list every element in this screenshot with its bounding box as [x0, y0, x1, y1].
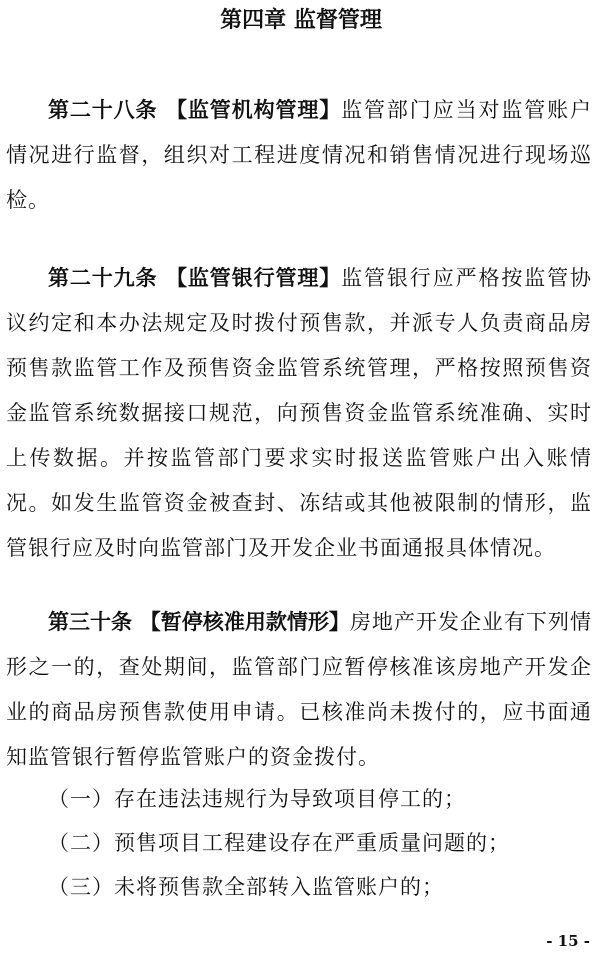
list-item: （二）预售项目工程建设存在严重质量问题的； [48, 831, 510, 855]
article-28 [6, 88, 592, 223]
article-number: 第二十八条 [48, 98, 158, 122]
article-tag: 【暂停核准用款情形】 [139, 610, 350, 634]
article-number: 第三十条 [48, 610, 133, 634]
page-number: - 15 - [546, 932, 590, 950]
article-text: 监管银行应严格按监管协议约定和本办法规定及时拨付预售款，并派专人负责商品房预售款监管工作及预售资金监管系统管理，严格按照预售资金监管系统数据接口规范，向预售资金监管系统准确、实时上传数据。并按监管部门要求实时报送监管账户出入账情况。如发生监管资金被查封、冻结或其他被限制的情形，监管银行应及时向监管部门及开发企业书面通报具体情况。 [6, 266, 593, 560]
article-text: 监管部门应当对监管账户情况进行监督，组织对工程进度情况和销售情况进行现场巡检。 [6, 98, 593, 212]
list-item: （一）存在违法违规行为导致项目停工的； [48, 787, 466, 811]
article-30 [6, 600, 592, 780]
chapter-title: 第四章 监督管理 [220, 8, 382, 33]
article-tag: 【监管机构管理】 [166, 98, 342, 122]
article-text: 房地产开发企业有下列情形之一的，查处期间，监管部门应暂停核准该房地产开发企业的商品房预售款使用申请。已核准尚未拨付的，应书面通知监管银行暂停监管账户的资金拨付。 [6, 610, 593, 769]
list-item: （三）未将预售款全部转入监管账户的； [48, 875, 444, 899]
article-tag: 【监管银行管理】 [166, 266, 342, 290]
article-number: 第二十九条 [48, 266, 158, 290]
article-29 [6, 256, 592, 571]
